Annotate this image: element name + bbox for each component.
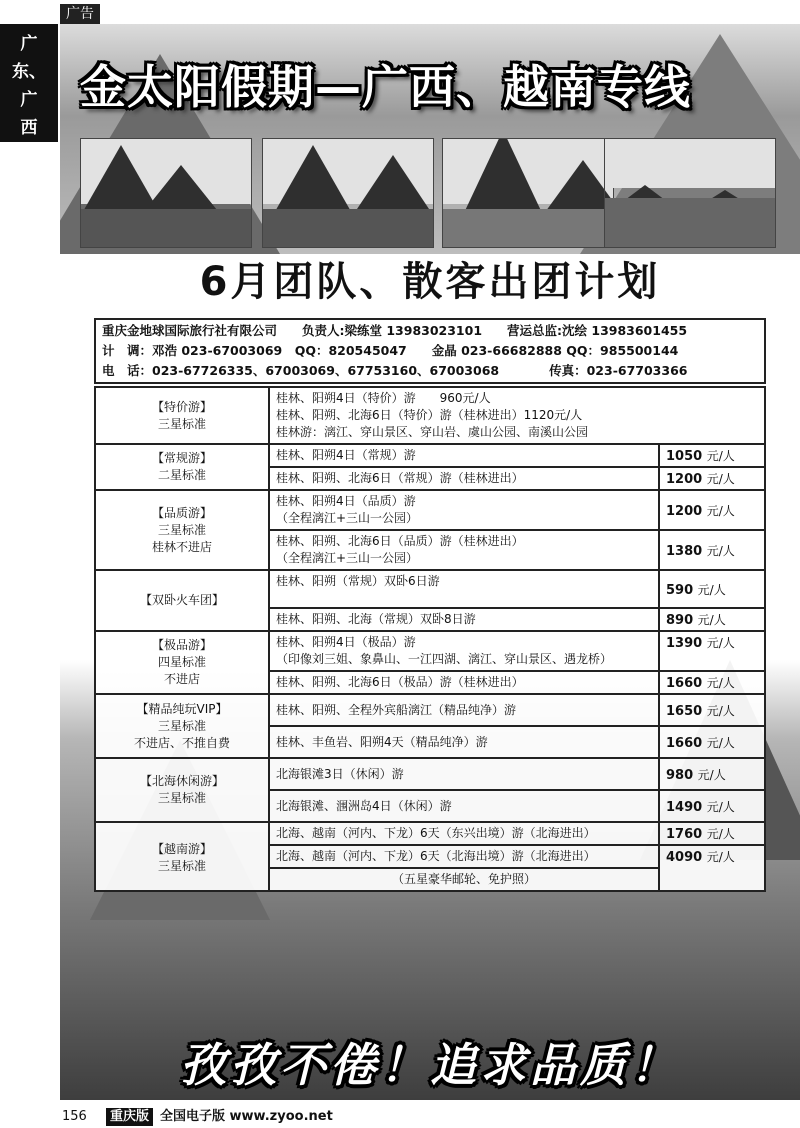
tour-footnote: （五星豪华邮轮、免护照） [269,868,659,891]
website-link[interactable]: 全国电子版 www.zyoo.net [160,1109,333,1124]
price-cell: 590 元/人 [659,570,765,608]
table-row [95,758,765,790]
scenery-photo [442,138,614,248]
category-cell: 【极品游】 四星标准 不进店 [95,631,269,694]
scenery-photo [80,138,252,248]
tour-cell: 桂林、丰鱼岩、阳朔4天（精品纯净）游 [269,726,659,758]
price-cell: 1760 元/人 [659,822,765,845]
tour-price-table [94,386,766,892]
category-cell: 【精品纯玩VIP】 三星标准 不进店、不推自费 [95,694,269,758]
price-cell: 1660 元/人 [659,726,765,758]
tour-cell: 桂林、阳朔、北海6日（品质）游（桂林进出） （全程漓江+三山一公园） [269,530,659,570]
table-row [95,387,765,444]
price-cell: 1490 元/人 [659,790,765,822]
region-char: 西 [20,118,38,138]
tour-cell: 桂林、阳朔4日（品质）游 （全程漓江+三山一公园） [269,490,659,530]
category-cell: 【特价游】 三星标准 [95,387,269,444]
region-side-tab [0,24,58,142]
slogan: 孜孜不倦！追求品质！ [180,1038,680,1092]
category-cell: 【北海休闲游】 三星标准 [95,758,269,822]
category-cell: 【常规游】 二星标准 [95,444,269,490]
brand-title: 金太阳假期—广西、越南专线 [80,60,691,114]
category-cell: 【越南游】 三星标准 [95,822,269,891]
tour-cell: 北海银滩、涠洲岛4日（休闲）游 [269,790,659,822]
scenery-photo [604,138,776,248]
price-cell: 1200 元/人 [659,490,765,530]
price-cell: 4090 元/人 [659,845,765,891]
tour-cell: 北海银滩3日（休闲）游 [269,758,659,790]
price-cell: 1050 元/人 [659,444,765,467]
price-cell: 980 元/人 [659,758,765,790]
schedule-headline: 6月团队、散客出团计划 [60,254,800,310]
edition-badge: 重庆版 [106,1108,153,1126]
table-row [95,570,765,608]
contact-line: 计 调：邓浩 023-67003069 QQ：820545047 金晶 023-66682888 QQ：985500144 [102,343,679,358]
scenery-photo [262,138,434,248]
region-char: 广 [20,34,38,54]
tour-cell: 桂林、阳朔、北海6日（极品）游（桂林进出） [269,671,659,694]
price-cell: 1380 元/人 [659,530,765,570]
contact-line: 电 话：023-67726335、67003069、67753160、67003068 传真：023-67703366 [102,363,688,378]
category-cell: 【双卧火车团】 [95,570,269,631]
contact-line: 重庆金地球国际旅行社有限公司 负责人:梁练堂 13983023101 营运总监:沈绘 13983601455 [102,323,688,338]
tour-cell: 桂林、阳朔4日（常规）游 [269,444,659,467]
tour-cell: 桂林、阳朔、北海（常规）双卧8日游 [269,608,659,631]
tour-cell: 桂林、阳朔4日（极品）游 （印像刘三姐、象鼻山、一江四湖、漓江、穿山景区、遇龙桥） [269,631,659,671]
region-char: 广 [20,90,38,110]
price-cell: 890 元/人 [659,608,765,631]
table-row [95,822,765,845]
tour-cell: 桂林、阳朔（常规）双卧6日游 [269,570,659,608]
price-cell: 1390 元/人 [659,631,765,671]
price-cell: 1650 元/人 [659,694,765,726]
price-cell: 1200 元/人 [659,467,765,490]
ad-tag: 广告 [60,4,100,24]
table-row [95,631,765,671]
page-footer [0,1106,800,1128]
region-char: 东、 [12,62,46,82]
price-cell: 1660 元/人 [659,671,765,694]
category-cell: 【品质游】 三星标准 桂林不进店 [95,490,269,570]
table-row [95,490,765,530]
table-row [95,694,765,726]
page-number: 156 [62,1109,87,1124]
tour-cell: 北海、越南（河内、下龙）6天（东兴出境）游（北海进出） [269,822,659,845]
agency-contact-box [94,318,766,384]
tour-cell: 北海、越南（河内、下龙）6天（北海出境）游（北海进出） [269,845,659,868]
tour-cell: 桂林、阳朔、北海6日（常规）游（桂林进出） [269,467,659,490]
tour-cell: 桂林、阳朔4日（特价）游 960元/人 桂林、阳朔、北海6日（特价）游（桂林进出）1120元/人 桂林游：漓江、穿山景区、穿山岩、虞山公园、南溪山公园 [269,387,765,444]
tour-cell: 桂林、阳朔、全程外宾船漓江（精品纯净）游 [269,694,659,726]
table-row [95,444,765,467]
